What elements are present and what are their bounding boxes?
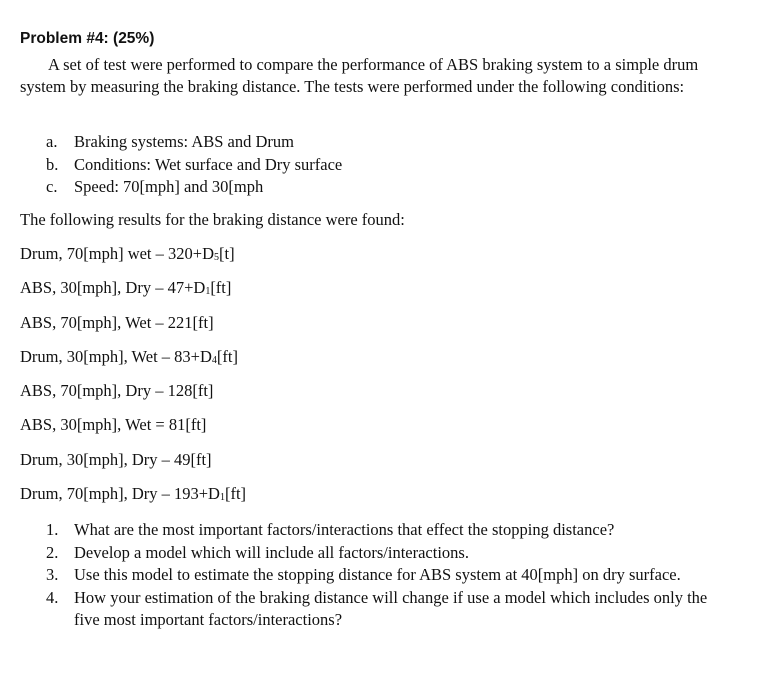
list-marker: 3. [46, 565, 59, 584]
result-text: ABS, 30[mph], Dry – 47+D [20, 278, 206, 298]
question-text: How your estimation of the braking distance will change if use a model which includes only the five most important factors/interactions? [74, 587, 708, 629]
result-text: Drum, 70[mph], Dry – 193+D [20, 484, 220, 504]
result-text: Drum, 30[mph], Dry – 49[ft] [20, 449, 212, 469]
result-unit: [ft] [210, 278, 232, 298]
question-text: Develop a model which will include all factors/interactions. [74, 542, 469, 562]
result-line [20, 414, 246, 448]
result-unit: [ft] [224, 484, 247, 504]
result-line [20, 380, 246, 414]
result-subscript: 4 [211, 354, 217, 366]
result-unit: [t] [219, 244, 235, 263]
condition-item [46, 131, 342, 154]
result-line [20, 346, 246, 380]
problem-title: Problem #4: (25%) [20, 30, 155, 47]
list-marker: 1. [46, 520, 59, 539]
result-subscript: 1 [205, 286, 211, 298]
result-text: Drum, 30[mph], Wet – 83+D [20, 346, 212, 366]
result-line [20, 312, 246, 346]
result-unit: [ft] [216, 346, 238, 366]
question-text: What are the most important factors/interactions that effect the stopping distance? [74, 520, 615, 539]
list-marker: b. [46, 154, 59, 174]
condition-item [46, 176, 342, 199]
question-text: Use this model to estimate the stopping distance for ABS system at 40[mph] on dry surface. [74, 565, 681, 584]
result-text: ABS, 70[mph], Wet – 221[ft] [20, 312, 214, 332]
list-marker: c. [46, 177, 58, 196]
question-item [46, 519, 726, 541]
question-item [46, 542, 726, 564]
result-text: ABS, 30[mph], Wet = 81[ft] [20, 415, 207, 435]
list-marker: a. [46, 132, 58, 151]
result-text: Drum, 70[mph] wet – 320+D [20, 244, 214, 263]
question-item [46, 564, 726, 586]
condition-text: Braking systems: ABS and Drum [74, 132, 295, 151]
condition-text: Conditions: Wet surface and Dry surface [74, 154, 343, 174]
result-subscript: 1 [219, 492, 225, 504]
result-line [20, 243, 246, 277]
result-text: ABS, 70[mph], Dry – 128[ft] [20, 381, 214, 401]
results-list [20, 243, 246, 517]
result-line [20, 449, 246, 483]
result-subscript: 5 [214, 252, 219, 263]
question-item [46, 587, 726, 631]
questions-list [46, 519, 726, 631]
condition-text: Speed: 70[mph] and 30[mph [74, 177, 264, 196]
problem-intro: A set of test were performed to compare the performance of ABS braking system to a simple drum system by measuring the braking distance. The tests were performed under the following conditions: [20, 55, 699, 96]
result-line [20, 277, 246, 311]
condition-item [46, 154, 342, 177]
list-marker: 2. [46, 542, 59, 562]
result-line [20, 483, 246, 517]
list-marker: 4. [46, 587, 59, 607]
results-intro: The following results for the braking distance were found: [20, 210, 405, 229]
conditions-list [46, 131, 342, 199]
